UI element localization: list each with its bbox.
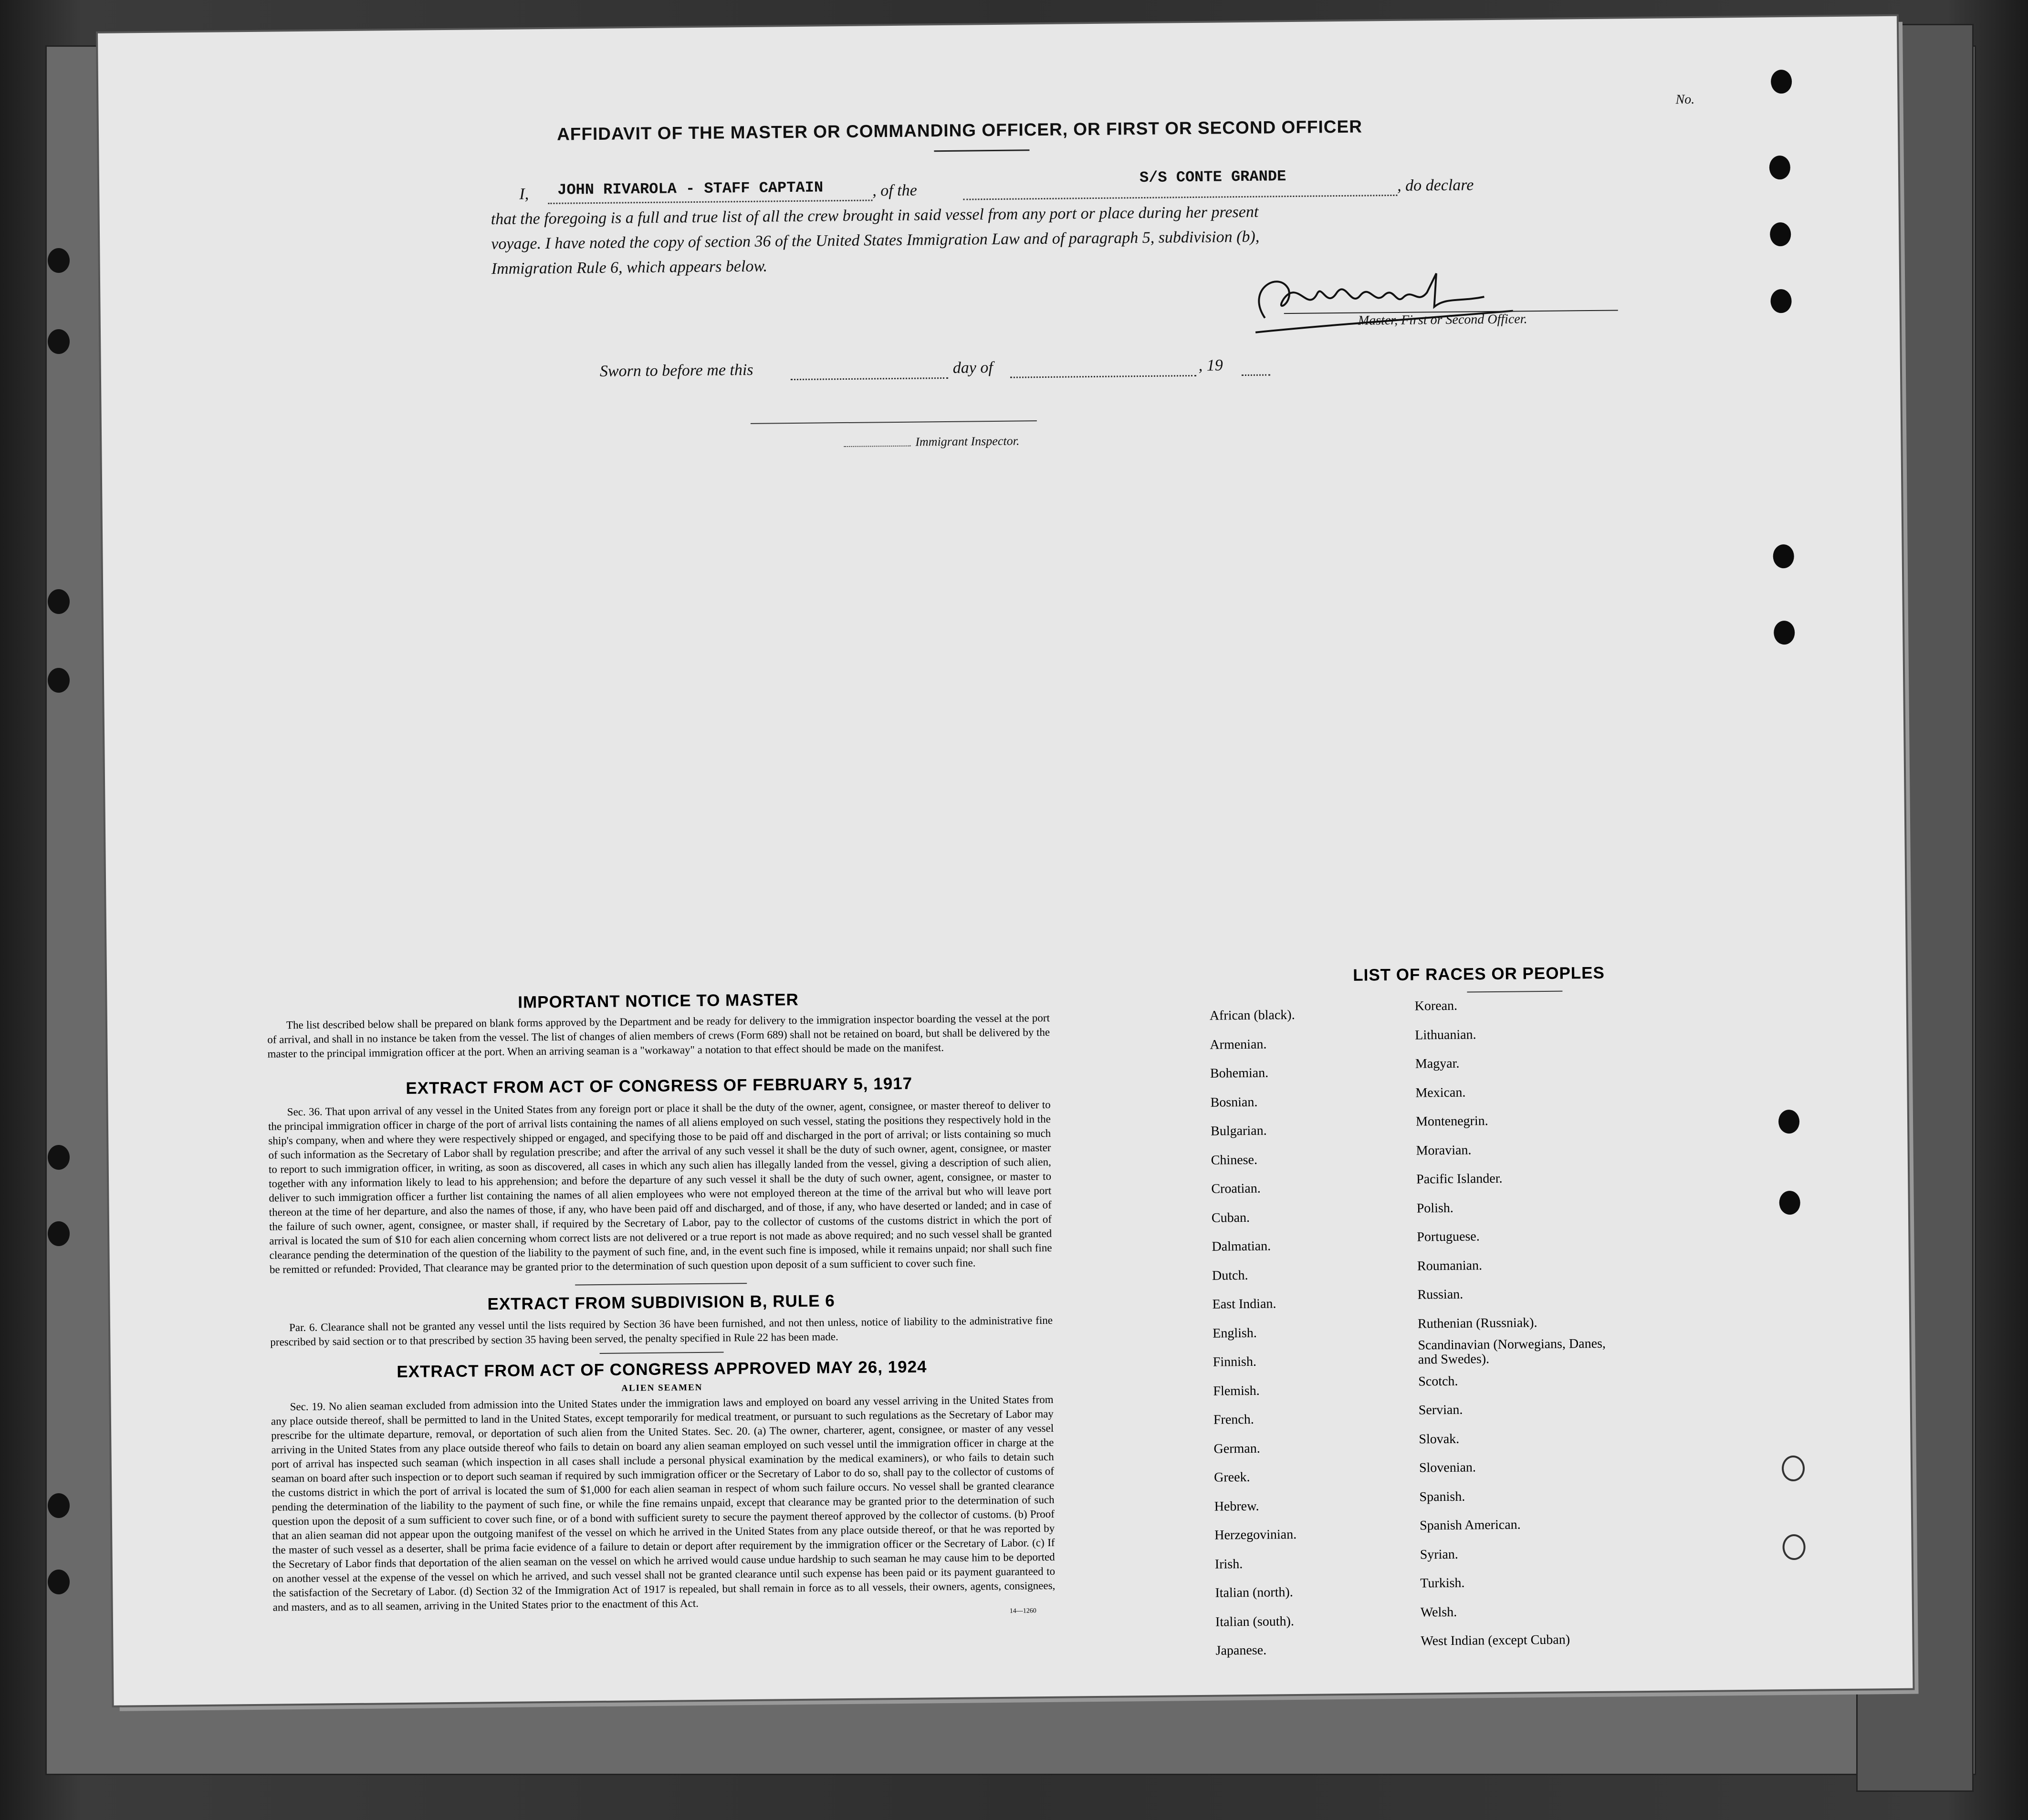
race-item: German. <box>1213 1441 1260 1456</box>
year-label: , 19 <box>1198 356 1223 374</box>
declaration-line-3: Immigration Rule 6, which appears below. <box>491 257 768 278</box>
inspector-label: Immigrant Inspector. <box>915 434 1020 449</box>
race-item: Slovenian. <box>1419 1460 1476 1476</box>
race-item: African (black). <box>1209 1008 1295 1023</box>
race-item: Bohemian. <box>1210 1065 1269 1081</box>
race-item: Irish. <box>1214 1556 1243 1572</box>
inspector-rule-1 <box>751 420 1037 424</box>
alien-seamen-subtitle: ALIEN SEAMEN <box>621 1382 703 1394</box>
declaration-line-2: voyage. I have noted the copy of section 36 of the United States Immigration Law and of paragraph 5, subdivision (b), <box>491 228 1260 253</box>
vessel-name: S/S CONTE GRANDE <box>1139 167 1286 187</box>
race-item: Syrian. <box>1420 1547 1458 1562</box>
of-the-label: , of the <box>872 181 917 200</box>
signature-label: Master, First or Second Officer. <box>1358 312 1527 328</box>
race-item: Moravian. <box>1416 1142 1472 1158</box>
race-item: Ruthenian (Russniak). <box>1417 1315 1537 1331</box>
declare-label: , do declare <box>1397 176 1474 195</box>
affidavit-title: AFFIDAVIT OF THE MASTER OR COMMANDING OFFICER, OR FIRST OR SECOND OFFICER <box>556 116 1363 144</box>
race-item: Lithuanian. <box>1415 1027 1476 1043</box>
race-item: Montenegrin. <box>1415 1113 1488 1129</box>
race-item: Spanish American. <box>1420 1517 1521 1533</box>
races-left-column <box>1210 1001 1301 1665</box>
race-item: Polish. <box>1416 1200 1453 1216</box>
race-item: Cuban. <box>1211 1210 1250 1226</box>
race-item: Hebrew. <box>1214 1498 1259 1514</box>
races-list <box>1195 962 1744 1658</box>
race-item: Portuguese. <box>1417 1229 1480 1245</box>
title-rule <box>934 149 1029 152</box>
extract-1917-text: Sec. 36. That upon arrival of any vessel in the United States from any foreign port or place it shall be the duty of the owner, agent, consignee, or master thereof to deliver to the principal immigration officer in charge of the port of arrival lists containing the names of all aliens employed on such vessel, stating the positions they respectively hold in the ship's company, when and where they were respectively shipped or engaged, and specifying those to be paid off and discharged in the port of arrival; or lists containing so much of such information as the Secretary of Labor shall by regulation prescribe; and after the arrival of any such vessel it shall be the duty of such owner, agent, consignee, or master to report to such immigration officer, in writing, as soon as discovered, all cases in which any such alien has illegally landed from the vessel, giving a description of such alien, together with any information likely to lead to his apprehension; and before the departure of any such vessel it shall be the duty of such owner, agent, consignee, or master to deliver to such immigration officer a further list containing the names of all alien employees who were not employed thereon at the time of the arrival but who will leave port thereon at the time of her departure, and also the names of those, if any, who have been paid off and discharged, and of those, if any, who have deserted or landed; and in case of the failure of such owner, agent, consignee, or master shall, if required by the Secretary of Labor, pay to the collector of customs of the customs district in which the port of arrival is located the sum of $10 for each alien concerning whom correct lists are not delivered or a true report is not made as above required; and no such vessel shall be granted clearance pending the determination of the question of the liability to the payment of such fine, and, in the event such fine is imposed, while it remains unpaid; nor shall such fine be remitted or refunded: Provided, That clearance may be granted prior to the determination of such question upon deposit of a sum sufficient to cover such fine. <box>268 1098 1052 1276</box>
crew-officer-name: JOHN RIVAROLA - STAFF CAPTAIN <box>557 178 824 199</box>
race-item: Korean. <box>1414 998 1458 1014</box>
affidavit-page <box>98 16 1913 1706</box>
races-title: LIST OF RACES OR PEOPLES <box>1353 963 1605 985</box>
divider-2 <box>600 1352 724 1354</box>
race-item: Chinese. <box>1211 1152 1258 1168</box>
race-item: Bosnian. <box>1210 1094 1258 1110</box>
notice-text: The list described below shall be prepared on blank forms approved by the Department and be ready for delivery to the immigration inspector boarding the vessel at the port of arrival, and shall in no instance be taken from the vessel. The list of changes of alien members of crews (Form 689) shall not be retained on board, but shall be delivered by the master to the principal immigration officer at the port. When an arriving seaman is a "workaway" a notation to that effect should be made on the manifest. <box>267 1011 1050 1060</box>
race-item: Armenian. <box>1210 1037 1267 1052</box>
race-item: Russian. <box>1417 1287 1464 1302</box>
race-item: Scotch. <box>1418 1373 1458 1389</box>
race-item: French. <box>1213 1412 1254 1427</box>
day-of-label: day of <box>952 359 993 377</box>
race-item: Finnish. <box>1213 1354 1257 1370</box>
race-item: Mexican. <box>1415 1085 1466 1101</box>
race-item: Pacific Islander. <box>1416 1171 1503 1187</box>
inspector-rule-2 <box>844 446 910 447</box>
form-number-label: No. <box>1675 92 1695 107</box>
race-item: East Indian. <box>1212 1296 1276 1312</box>
race-item: Herzegovinian. <box>1214 1527 1297 1543</box>
race-item: Croatian. <box>1211 1181 1261 1196</box>
race-item: Roumanian. <box>1417 1258 1483 1274</box>
race-item: Turkish. <box>1420 1575 1465 1591</box>
race-item: Italian (south). <box>1215 1613 1295 1630</box>
sworn-label: Sworn to before me this <box>599 361 753 380</box>
race-item: Italian (north). <box>1215 1585 1293 1601</box>
race-item: Dutch. <box>1212 1268 1248 1283</box>
race-item: English. <box>1213 1325 1257 1341</box>
race-item: Japanese. <box>1215 1643 1267 1658</box>
race-item: Magyar. <box>1415 1056 1460 1071</box>
race-item: Dalmatian. <box>1212 1238 1271 1254</box>
extract-1924-title: EXTRACT FROM ACT OF CONGRESS APPROVED MAY 26, 1924 <box>397 1357 927 1382</box>
rule-6-title: EXTRACT FROM SUBDIVISION B, RULE 6 <box>487 1291 835 1314</box>
sworn-line <box>600 355 1325 386</box>
race-item: Greek. <box>1214 1469 1250 1485</box>
race-item: West Indian (except Cuban) <box>1421 1632 1570 1649</box>
extract-1917-title: EXTRACT FROM ACT OF CONGRESS OF FEBRUARY 5, 1917 <box>406 1074 913 1098</box>
race-item: Welsh. <box>1420 1604 1457 1620</box>
i-label: I, <box>519 185 529 203</box>
races-right-column <box>1414 990 1621 1656</box>
extract-1924-text: Sec. 19. No alien seaman excluded from admission into the United States under the immigration laws and employed on board any vessel arriving in the United States from any place outside thereof, shall be permitted to land in the United States, except temporarily for medical treatment, or pursuant to such regulations as the Secretary of Labor may prescribe for the ultimate departure, removal, or deportation of such alien from the United States. Sec. 20. (a) The owner, charterer, agent, consignee, or master of any vessel arriving in the United States from any place outside thereof who fails to detain on board any alien seaman employed on such vessel until the immigration officer in charge at the port of arrival has inspected such seaman (which inspection in all cases shall include a personal physical examination by the medical examiners), or who fails to detain such seaman on board after such inspection or to deport such seaman if required by such immigration officer or the Secretary of Labor to do so, shall pay to the collector of customs of the customs district in which the port of arrival is located the sum of $1,000 for each alien seaman in respect of whom such failure occurs. No vessel shall be granted clearance pending the determination of the liability to the payment of such fine, or while the fine remains unpaid, except that clearance may be granted prior to the determination of such question upon the deposit of a sum sufficient to cover such fine, or of a bond with sufficient surety to secure the payment thereof approved by the collector of customs. (b) Proof that an alien seaman did not appear upon the outgoing manifest of the vessel on which he arrived in the United States from any place outside thereof, or that he was reported by the master of such vessel as a deserter, shall be prima facie evidence of a failure to detain or deport after requirement by the immigration officer or the Secretary of Labor. (c) If the Secretary of Labor finds that deportation of the alien seaman on the vessel on which he arrived would cause undue hardship to such seaman he may cause him to be deported on another vessel at the expense of the vessel on which he arrived, and such vessel shall not be granted clearance until such expense has been paid or its payment guaranteed to the satisfaction of the Secretary of Labor. (d) Section 32 of the Immigration Act of 1917 is repealed, but shall remain in force as to all vessels, their owners, agents, consignees, and masters, and as to all seamen, arriving in the United States prior to the enactment of this Act. <box>271 1393 1056 1613</box>
declaration-line-1: that the foregoing is a full and true list of all the crew brought in said vessel from any port or place during her present <box>491 203 1259 229</box>
race-item: Flemish. <box>1213 1383 1260 1399</box>
legal-notices-column <box>267 988 1056 1622</box>
race-item: Bulgarian. <box>1211 1123 1267 1139</box>
rule-6-text: Par. 6. Clearance shall not be granted any vessel until the lists required by Section 36 have been furnished, and not then unless, notice of liability to the administrative fine prescribed by said section or to that prescribed by section 35 having been served, the penalty specified in Rule 22 has been made. <box>270 1314 1053 1348</box>
race-item: Scandinavian (Norwegians, Danes, and Swedes). <box>1418 1336 1606 1367</box>
race-item: Spanish. <box>1419 1489 1465 1505</box>
handwritten-signature <box>1236 258 1523 342</box>
divider-1 <box>575 1283 747 1285</box>
notice-title: IMPORTANT NOTICE TO MASTER <box>518 990 799 1012</box>
race-item: Slovak. <box>1419 1431 1460 1447</box>
race-item: Servian. <box>1418 1402 1463 1418</box>
form-code: 14—1260 <box>1009 1607 1036 1615</box>
